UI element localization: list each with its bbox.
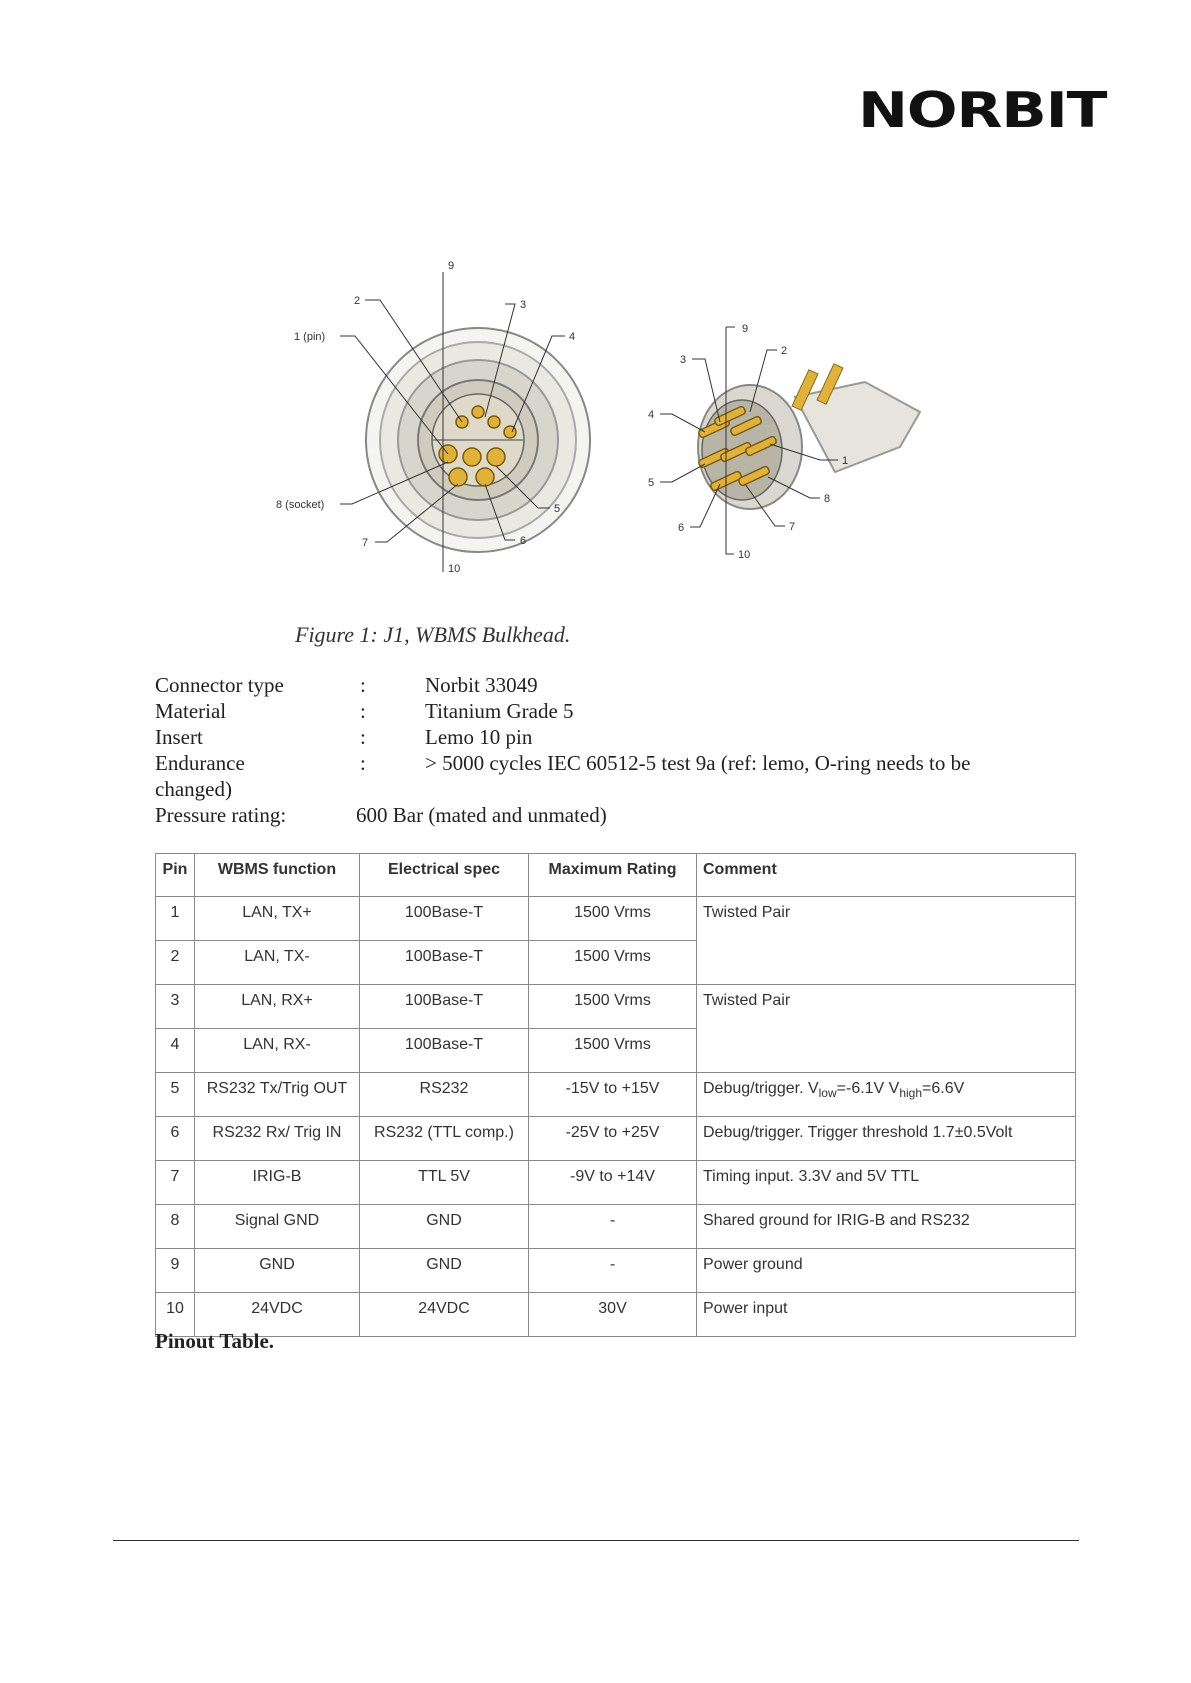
cell-pin: 2 (156, 941, 195, 985)
side-label-4: 4 (648, 409, 655, 421)
header-function: WBMS function (195, 854, 360, 897)
spec-label: Material (155, 699, 227, 723)
cell-max-rating: 1500 Vrms (529, 941, 697, 985)
spec-endurance-wrap: changed) (155, 777, 232, 801)
side-label-8: 8 (824, 493, 831, 505)
table-row (156, 1117, 1076, 1161)
cell-comment: Power input (697, 1293, 1076, 1337)
spec-pressure (155, 802, 607, 828)
cell-max-rating: -15V to +15V (529, 1073, 697, 1117)
cell-electrical: RS232 (TTL comp.) (360, 1117, 529, 1161)
side-view (648, 323, 920, 561)
spec-label: Pressure rating: (155, 803, 287, 827)
cell-pin: 1 (156, 897, 195, 941)
cell-function: Signal GND (195, 1205, 360, 1249)
spec-endurance (155, 750, 971, 776)
cell-max-rating: 30V (529, 1293, 697, 1337)
cell-max-rating: -9V to +14V (529, 1161, 697, 1205)
front-label-4: 4 (569, 331, 576, 343)
cell-max-rating: 1500 Vrms (529, 1029, 697, 1073)
spec-label: Connector type (155, 673, 284, 697)
cell-max-rating: -25V to +25V (529, 1117, 697, 1161)
front-label-10: 10 (448, 563, 461, 575)
spec-value: Norbit 33049 (425, 673, 538, 697)
cell-max-rating: 1500 Vrms (529, 897, 697, 941)
header-max-rating: Maximum Rating (529, 854, 697, 897)
cell-max-rating: 1500 Vrms (529, 985, 697, 1029)
table-row (156, 1073, 1076, 1117)
table-row (156, 985, 1076, 1029)
cell-pin: 9 (156, 1249, 195, 1293)
cell-electrical: 100Base-T (360, 897, 529, 941)
front-label-1: 1 (pin) (294, 331, 326, 343)
comment-part-a: Debug/trigger. V (703, 1080, 819, 1097)
cell-pin: 8 (156, 1205, 195, 1249)
cell-function: LAN, RX+ (195, 985, 360, 1029)
front-label-9: 9 (448, 260, 455, 272)
table-row (156, 1249, 1076, 1293)
front-label-2: 2 (354, 295, 361, 307)
front-label-6: 6 (520, 535, 527, 547)
footer-divider (113, 1540, 1079, 1541)
cell-electrical: 100Base-T (360, 1029, 529, 1073)
connector-figure (276, 260, 940, 622)
spec-colon: : (360, 725, 366, 749)
side-label-1: 1 (842, 455, 849, 467)
cell-pin: 7 (156, 1161, 195, 1205)
cell-electrical: 100Base-T (360, 985, 529, 1029)
cell-function: LAN, RX- (195, 1029, 360, 1073)
side-label-7: 7 (789, 521, 796, 533)
table-caption: Pinout Table. (155, 1329, 275, 1353)
side-label-10: 10 (738, 549, 751, 561)
cell-comment: Shared ground for IRIG-B and RS232 (697, 1205, 1076, 1249)
cell-function: LAN, TX+ (195, 897, 360, 941)
side-label-2: 2 (781, 345, 788, 357)
cell-pin: 10 (156, 1293, 195, 1337)
cell-function: 24VDC (195, 1293, 360, 1337)
cell-pin: 3 (156, 985, 195, 1029)
cell-comment (697, 1073, 1076, 1117)
spec-material (155, 698, 574, 724)
connector-specs (155, 672, 971, 828)
spec-value: Titanium Grade 5 (425, 699, 574, 723)
spec-colon: : (360, 751, 366, 775)
header-pin: Pin (156, 854, 195, 897)
cell-comment: Twisted Pair (697, 897, 1076, 985)
side-label-3: 3 (680, 354, 687, 366)
table-row (156, 1205, 1076, 1249)
table-header-row (156, 854, 1076, 897)
cell-pin: 4 (156, 1029, 195, 1073)
cell-electrical: 24VDC (360, 1293, 529, 1337)
cell-electrical: 100Base-T (360, 941, 529, 985)
table-row (156, 897, 1076, 941)
cell-electrical: TTL 5V (360, 1161, 529, 1205)
cell-pin: 6 (156, 1117, 195, 1161)
spec-label: Endurance (155, 751, 245, 775)
figure-caption: Figure 1: J1, WBMS Bulkhead. (295, 622, 571, 647)
cell-comment: Debug/trigger. Trigger threshold 1.7±0.5Volt (697, 1117, 1076, 1161)
front-label-8: 8 (socket) (276, 499, 325, 511)
cell-max-rating: - (529, 1249, 697, 1293)
spec-value: > 5000 cycles IEC 60512-5 test 9a (ref: lemo, O-ring needs to be (425, 751, 971, 775)
table-row (156, 1293, 1076, 1337)
comment-part-b: =-6.1V V (836, 1080, 900, 1097)
front-view (276, 260, 590, 575)
spec-value: 600 Bar (mated and unmated) (356, 803, 607, 827)
comment-part-c: =6.6V (922, 1080, 965, 1097)
cell-function: RS232 Rx/ Trig IN (195, 1117, 360, 1161)
cell-electrical: GND (360, 1249, 529, 1293)
side-label-6: 6 (678, 522, 685, 534)
cell-pin: 5 (156, 1073, 195, 1117)
comment-sub-high: high (899, 1086, 923, 1101)
spec-connector-type (155, 672, 538, 698)
side-label-5: 5 (648, 477, 655, 489)
header-electrical: Electrical spec (360, 854, 529, 897)
front-label-5: 5 (554, 503, 561, 515)
spec-colon: : (360, 699, 366, 723)
cell-electrical: RS232 (360, 1073, 529, 1117)
table-row (156, 1161, 1076, 1205)
cell-max-rating: - (529, 1205, 697, 1249)
front-label-7: 7 (362, 537, 369, 549)
cell-comment: Power ground (697, 1249, 1076, 1293)
spec-label: Insert (155, 725, 203, 749)
header-comment: Comment (697, 854, 1076, 897)
cell-comment: Twisted Pair (697, 985, 1076, 1073)
pinout-table (155, 853, 1076, 1337)
side-label-9: 9 (742, 323, 749, 335)
comment-sub-low: low (818, 1086, 837, 1101)
connector-drawing (276, 260, 940, 622)
cell-function: GND (195, 1249, 360, 1293)
front-label-3: 3 (520, 299, 527, 311)
cell-function: IRIG-B (195, 1161, 360, 1205)
cell-comment: Timing input. 3.3V and 5V TTL (697, 1161, 1076, 1205)
cell-electrical: GND (360, 1205, 529, 1249)
norbit-logo: NORBIT (858, 82, 1107, 139)
spec-insert (155, 724, 533, 750)
spec-value: Lemo 10 pin (425, 725, 533, 749)
cell-function: LAN, TX- (195, 941, 360, 985)
cell-function: RS232 Tx/Trig OUT (195, 1073, 360, 1117)
spec-colon: : (360, 673, 366, 697)
